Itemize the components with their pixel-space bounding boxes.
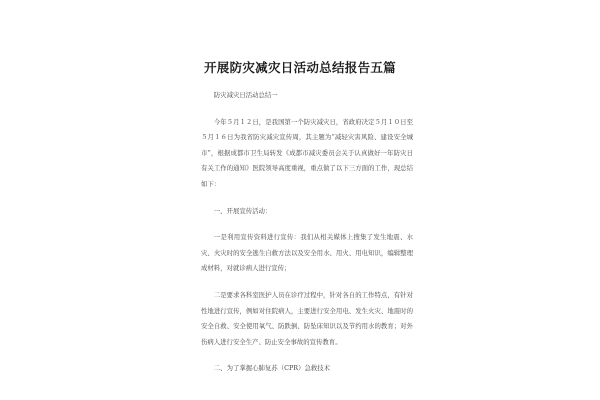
section-subtitle: 防灾减灾日活动总结一 [213, 91, 278, 99]
intro-paragraph: 今年５月１２日，是我国第一个防灾减灾日，省政府决定５月１０日至５月１６日为我省防灾减灾宣传周，其主题为“减轻灾害风险、建设安全城市”，根据成都市卫生局转发《成都市减灾委员会关于认真做好一年防灾日有关工作的通知》医院领导高度重视，重点做了以下三方面的工作，现总结如下： [201, 117, 413, 188]
paragraph-gap [201, 277, 413, 288]
paragraph-gap [201, 193, 413, 204]
paragraph-gap [201, 104, 413, 115]
document-title: 开展防灾减灾日活动总结报告五篇 [203, 60, 396, 75]
paragraph-gap [201, 219, 413, 230]
section-heading-cpr: 二、为了掌握心肺复苏（CPR）急救技术 [213, 364, 331, 373]
section-heading-publicity: 一、开展宣传活动： [213, 206, 272, 215]
document-body [201, 88, 413, 377]
publicity-paragraph-two: 二是要求各科室医护人员在诊疗过程中，针对各自的工作特点，有针对性地进行宣传，例如对住院病人，主要进行安全用电、发生火灾、地震时的安全自救、安全使用氧气、防跌倒、防坠床知识以及节约用水的教育；对外伤病人进行安全生产、防止安全事故的宣传教育。 [201, 290, 413, 346]
publicity-paragraph-one: 一是利用宣传资料进行宣传：我们从相关媒体上搜集了发生地震、水灾、火灾时的安全逃生自救方法以及安全用水、用火、用电知识，编辑整理成材料，对就诊病人进行宣传； [201, 233, 413, 273]
paragraph-gap [201, 350, 413, 361]
